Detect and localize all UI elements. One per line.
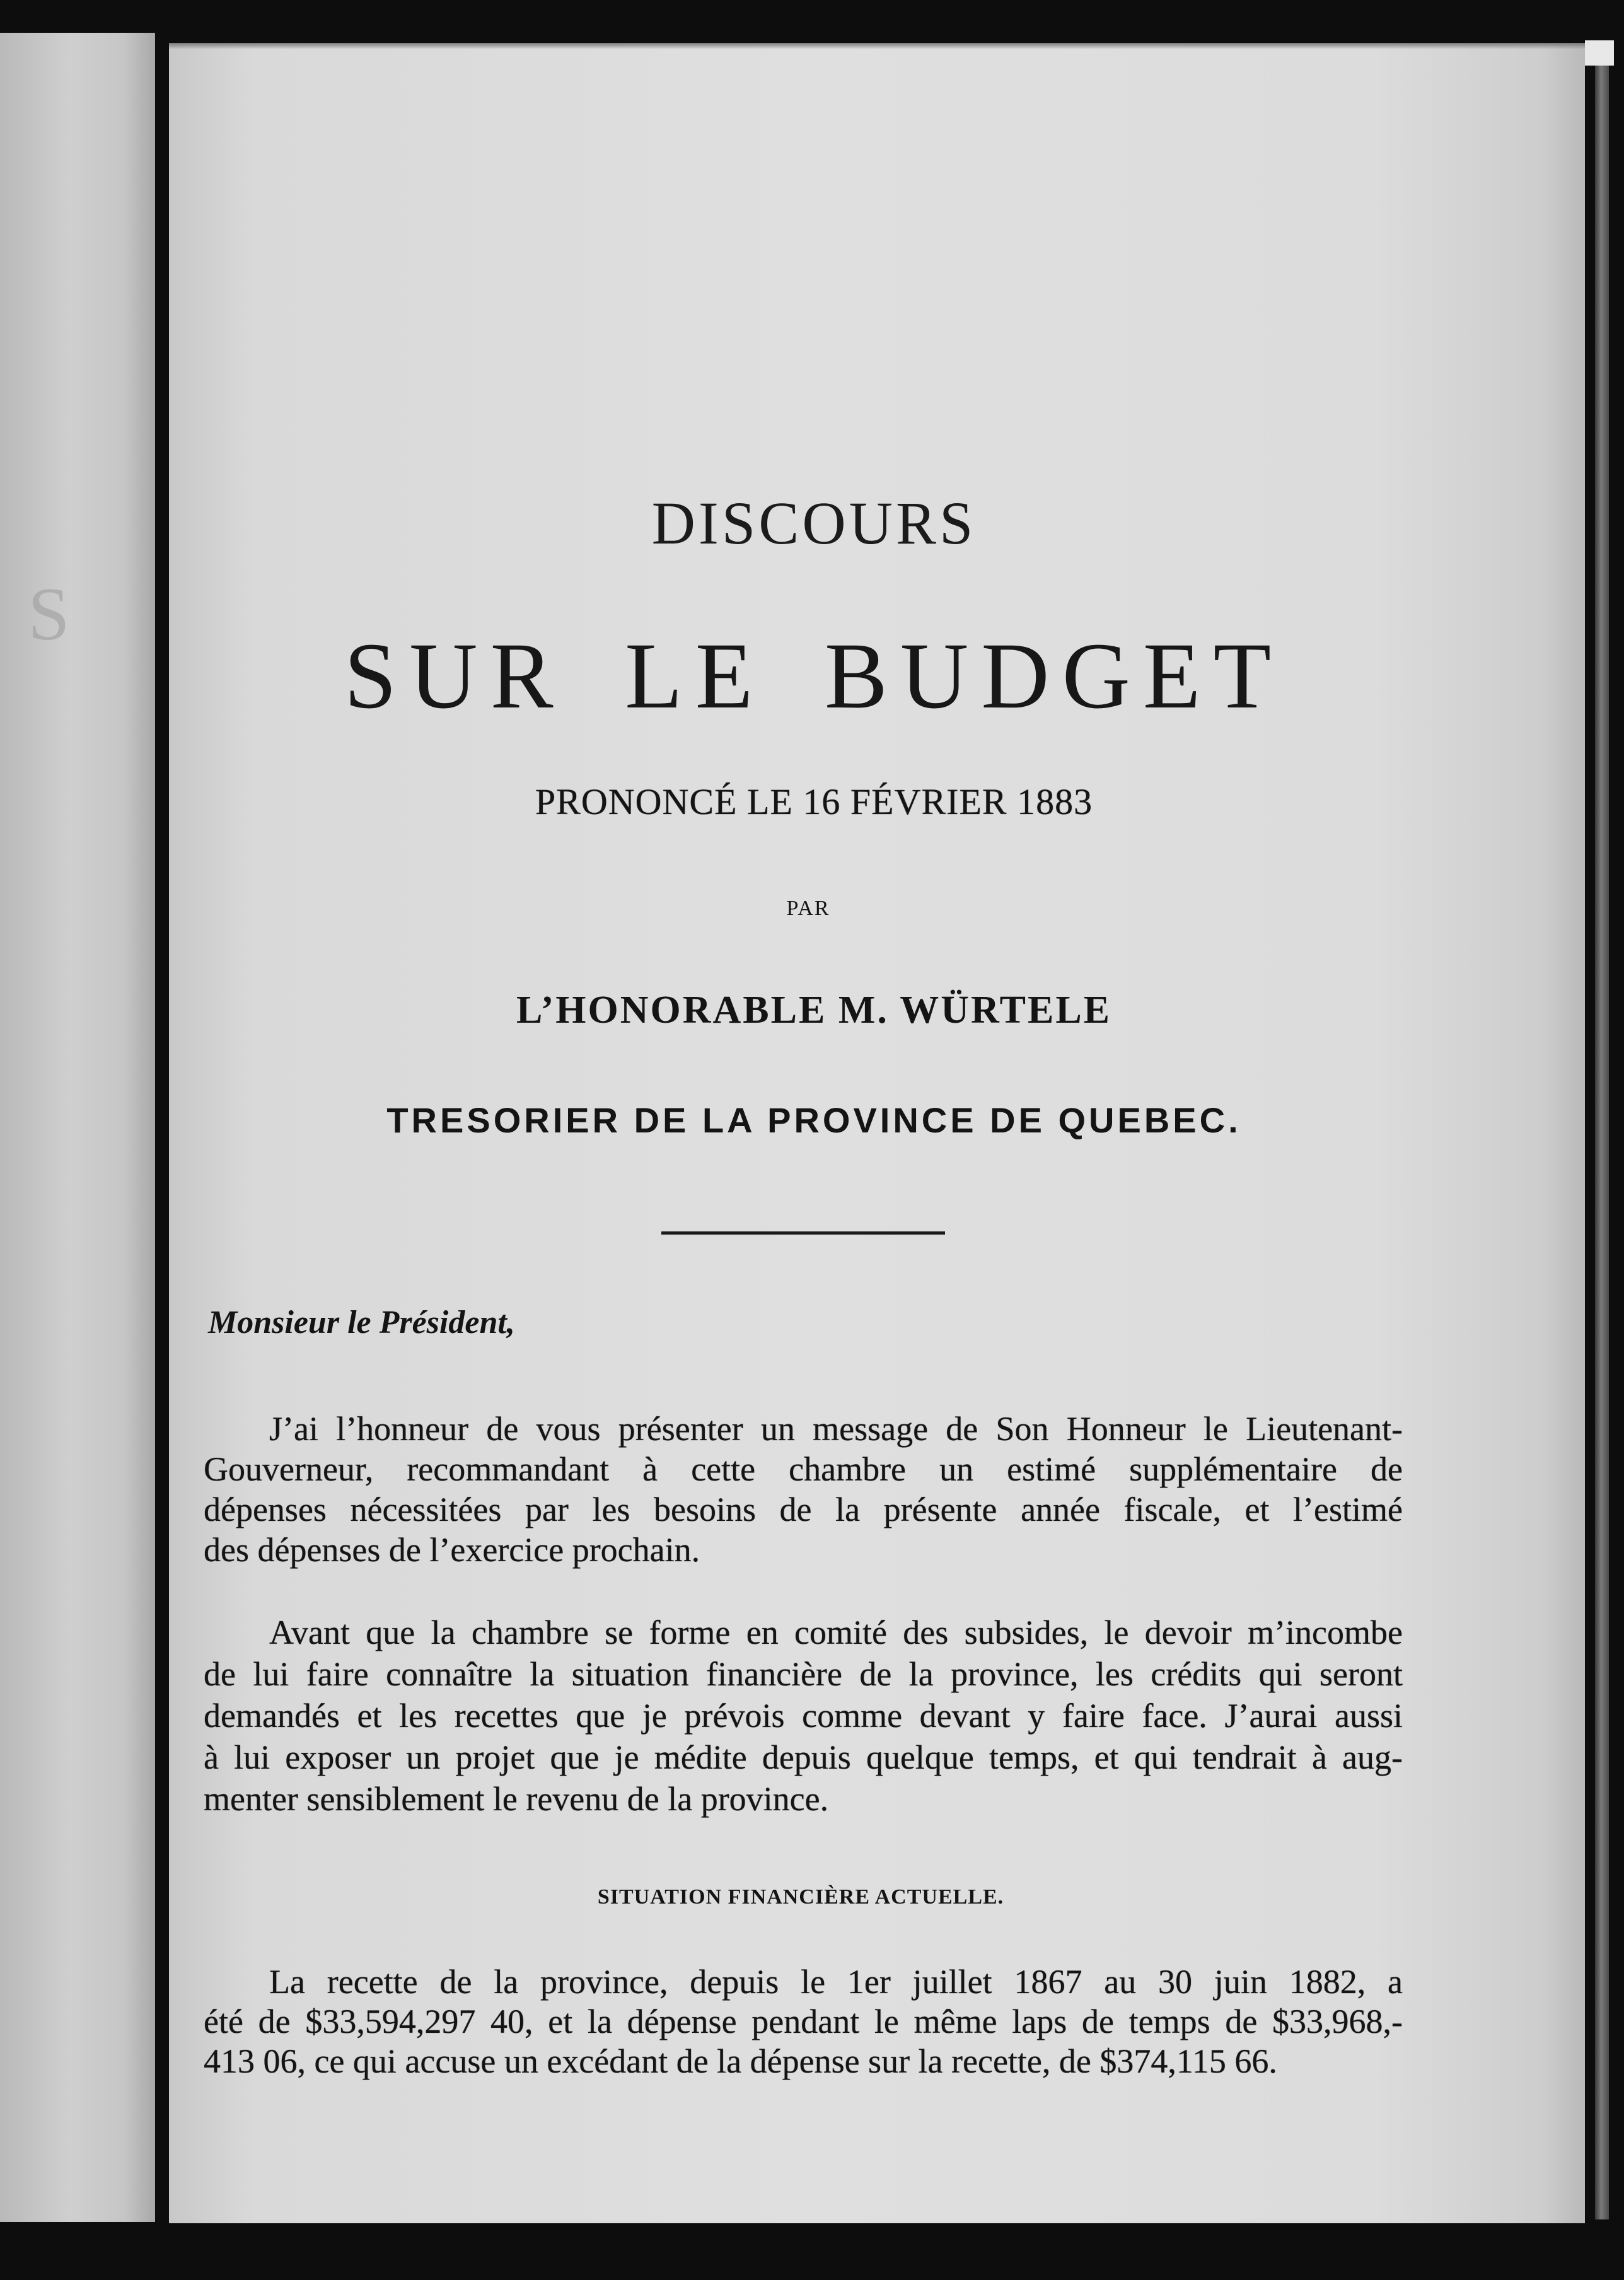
text-line: Avant que la chambre se forme en comité des subsides, le devoir m’incombe bbox=[269, 1614, 1403, 1651]
document-page bbox=[169, 43, 1585, 2223]
scan-corner-highlight bbox=[1585, 40, 1614, 66]
page-stack-edge bbox=[1595, 57, 1609, 2219]
text-line: des dépenses de l’exercice prochain. bbox=[204, 1531, 700, 1569]
adjacent-page-edge bbox=[0, 33, 155, 2222]
bleed-through-letter: S bbox=[28, 572, 70, 656]
text-line: de lui faire connaître la situation financière de la province, les crédits qui seront bbox=[204, 1655, 1403, 1693]
speaker-office: TRESORIER DE LA PROVINCE DE QUEBEC. bbox=[386, 1100, 1241, 1140]
text-line: Gouverneur, recommandant à cette chambre un estimé supplémentaire de bbox=[204, 1450, 1403, 1488]
by-line: PAR bbox=[786, 897, 830, 920]
text-line: menter sensiblement le revenu de la province. bbox=[204, 1780, 829, 1818]
text-line: à lui exposer un projet que je médite depuis quelque temps, et qui tendrait à aug- bbox=[204, 1738, 1403, 1776]
text-line: J’ai l’honneur de vous présenter un message de Son Honneur le Lieutenant- bbox=[269, 1410, 1403, 1448]
title-line-1: DISCOURS bbox=[651, 489, 977, 557]
text-line: été de $33,594,297 40, et la dépense pendant le même laps de temps de $33,968,- bbox=[204, 2003, 1403, 2040]
text-line: La recette de la province, depuis le 1er juillet 1867 au 30 juin 1882, a bbox=[269, 1963, 1403, 2001]
text-line: dépenses nécessitées par les besoins de la présente année fiscale, et l’estimé bbox=[204, 1491, 1403, 1528]
date-line: PRONONCÉ LE 16 FÉVRIER 1883 bbox=[535, 781, 1093, 822]
paragraph-committee bbox=[204, 1612, 1403, 1820]
speaker-name: L’HONORABLE M. WÜRTELE bbox=[516, 989, 1112, 1032]
divider-rule bbox=[661, 1231, 945, 1235]
text-line: 413 06, ce qui accuse un excédant de la dépense sur la recette, de $374,115 66. bbox=[204, 2042, 1277, 2080]
paragraph-message bbox=[204, 1409, 1403, 1570]
salutation: Monsieur le Président, bbox=[208, 1305, 515, 1341]
paragraph-financial-situation bbox=[204, 1962, 1403, 2081]
title-line-2: SUR LE BUDGET bbox=[344, 624, 1284, 728]
text-line: demandés et les recettes que je prévois comme devant y faire face. J’aurai aussi bbox=[204, 1697, 1403, 1735]
section-heading: SITUATION FINANCIÈRE ACTUELLE. bbox=[597, 1885, 1004, 1909]
